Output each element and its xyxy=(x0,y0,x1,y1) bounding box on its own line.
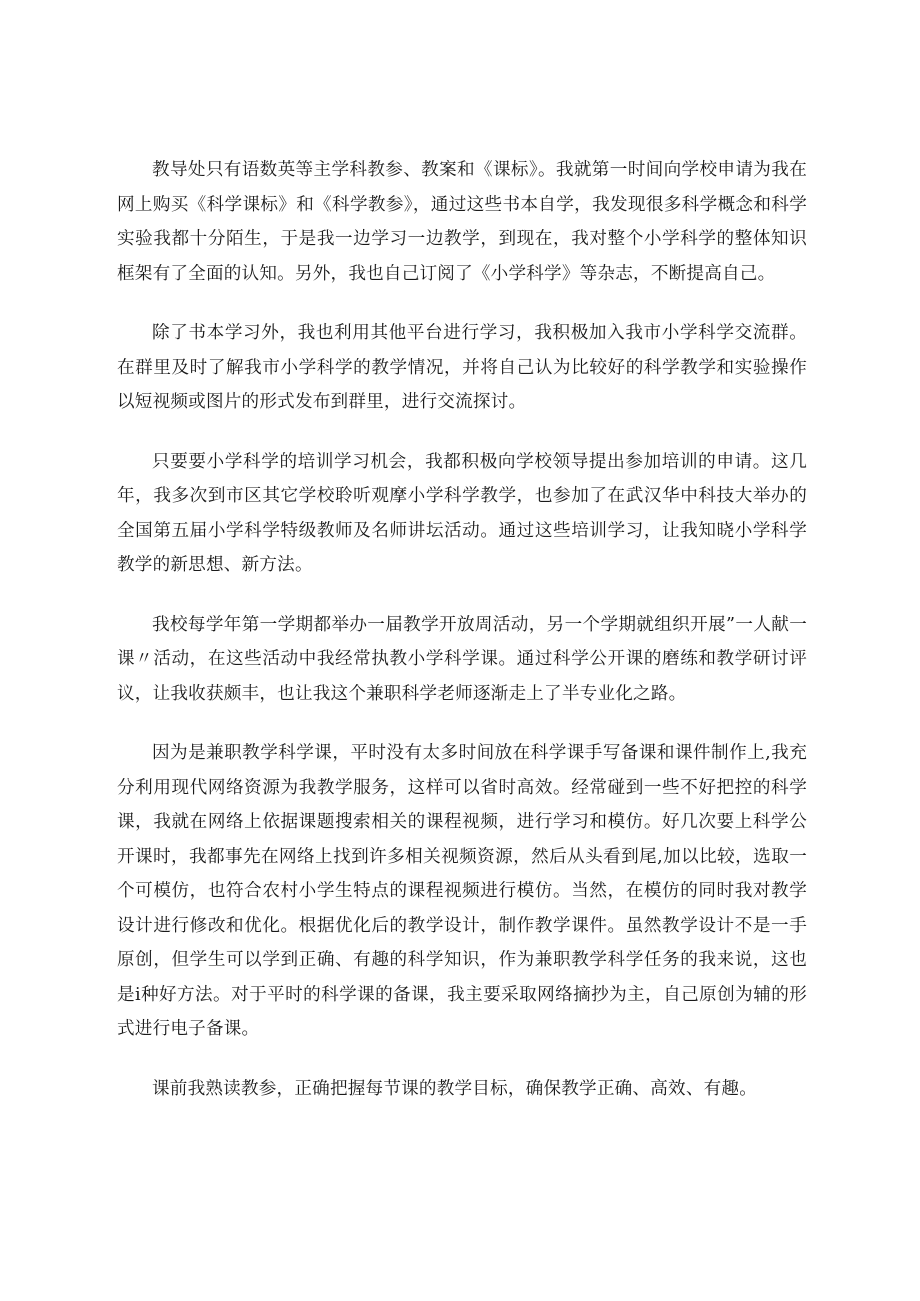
paragraph-network-resources: 因为是兼职教学科学课，平时没有太多时间放在科学课手写备课和课件制作上,我充分利用现代网络资源为我教学服务，这样可以省时高效。经常碰到一些不好把控的科学课，我就在网络上依据课题搜索相关的课程视频，进行学习和模仿。好几次要上科学公开课时，我都事先在网络上找到许多相关视频资源，然后从头看到尾,加以比较，选取一个可模仿，也符合农村小学生特点的课程视频进行模仿。当然，在模仿的同时我对教学设计进行修改和优化。根据优化后的教学设计，制作教学课件。虽然教学设计不是一手原创，但学生可以学到正确、有趣的科学知识，作为兼职教学科学任务的我来说，这也是i种好方法。对于平时的科学课的备课，我主要采取网络摘抄为主，自己原创为辅的形式进行电子备课。 xyxy=(117,743,807,1039)
paragraph-online-platform: 除了书本学习外，我也利用其他平台进行学习，我积极加入我市小学科学交流群。在群里及时了解我市小学科学的教学情况，并将自己认为比较好的科学教学和实验操作以短视频或图片的形式发布到群里，进行交流探讨。 xyxy=(117,323,807,412)
paragraph-open-week: 我校每学年第一学期都举办一届教学开放周活动，另一个学期就组织开展”一人献一课〃活动，在这些活动中我经常执教小学科学课。通过科学公开课的磨练和教学研讨评议，让我收获颇丰，也让我这个兼职科学老师逐渐走上了半专业化之路。 xyxy=(117,614,807,704)
paragraph-textbook-self-study: 教导处只有语数英等主学科教参、教案和《课标》。我就第一时间向学校申请为我在网上购买《科学课标》和《科学教参》，通过这些书本自学，我发现很多科学概念和科学实验我都十分陌生，于是我一边学习一边教学，到现在，我对整个小学科学的整体知识框架有了全面的认知。另外，我也自己订阅了《小学科学》等杂志，不断提高自己。 xyxy=(117,160,807,284)
paragraph-training: 只要要小学科学的培训学习机会，我都积极向学校领导提出参加培训的申请。这几年，我多次到市区其它学校聆听观摩小学科学教学，也参加了在武汉华中科技大举办的全国第五届小学科学特级教师及名师讲坛活动。通过这些培训学习，让我知晓小学科学教学的新思想、新方法。 xyxy=(117,451,807,575)
paragraph-lesson-prep: 课前我熟读教参，正确把握每节课的教学目标，确保教学正确、高效、有趣。 xyxy=(152,1078,757,1099)
document-body xyxy=(117,153,807,1131)
